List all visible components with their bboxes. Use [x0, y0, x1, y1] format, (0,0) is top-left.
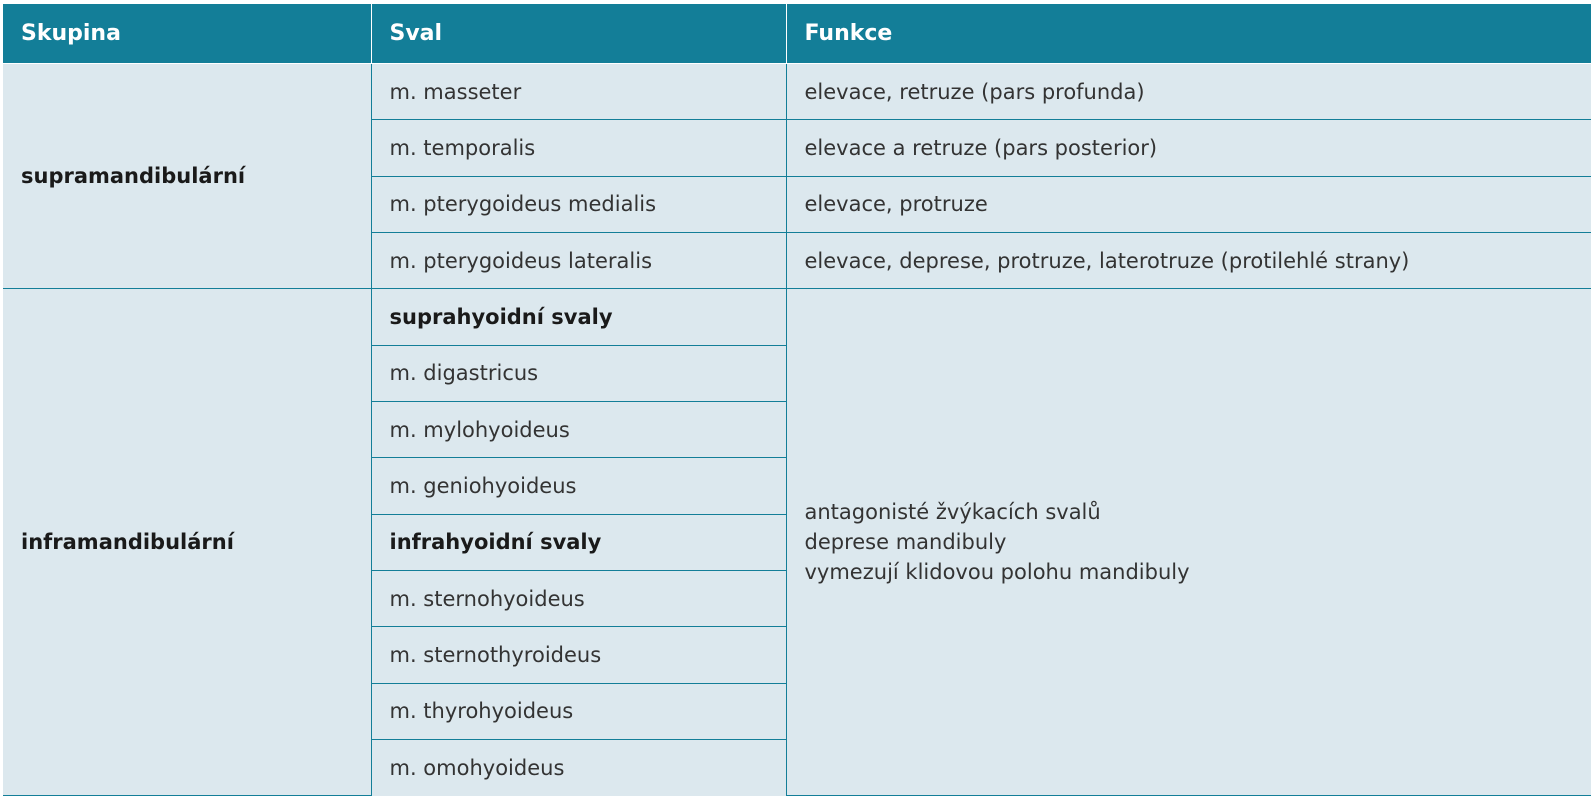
table-body — [3, 64, 1591, 796]
subgroup-heading: infrahyoidní svaly — [371, 514, 786, 570]
header-funkce: Funkce — [786, 4, 1591, 64]
muscle-cell: m. sternohyoideus — [371, 571, 786, 627]
muscle-cell: m. geniohyoideus — [371, 458, 786, 514]
muscle-cell: m. thyrohyoideus — [371, 683, 786, 739]
function-cell-merged — [786, 289, 1591, 796]
function-cell: elevace, deprese, protruze, laterotruze (protilehlé strany) — [786, 233, 1591, 289]
muscle-cell: m. digastricus — [371, 345, 786, 401]
muscle-cell: m. sternothyroideus — [371, 627, 786, 683]
function-line: vymezují klidovou polohu mandibuly — [804, 560, 1190, 585]
table-row — [3, 64, 1591, 120]
muscle-cell: m. pterygoideus medialis — [371, 176, 786, 232]
table — [3, 4, 1591, 796]
function-line: deprese mandibuly — [804, 530, 1007, 555]
function-cell: elevace a retruze (pars posterior) — [786, 120, 1591, 176]
group-supramandibular: supramandibulární — [3, 64, 371, 289]
muscle-cell: m. mylohyoideus — [371, 402, 786, 458]
header-row — [3, 4, 1591, 64]
header-skupina: Skupina — [3, 4, 371, 64]
muscle-cell: m. masseter — [371, 64, 786, 120]
function-cell: elevace, protruze — [786, 176, 1591, 232]
group-inframandibular: inframandibulární — [3, 289, 371, 796]
muscle-cell: m. omohyoideus — [371, 740, 786, 796]
header-sval: Sval — [371, 4, 786, 64]
function-cell: elevace, retruze (pars profunda) — [786, 64, 1591, 120]
table-header — [3, 4, 1591, 64]
subgroup-heading: suprahyoidní svaly — [371, 289, 786, 345]
muscle-cell: m. temporalis — [371, 120, 786, 176]
function-line: antagonisté žvýkacích svalů — [804, 500, 1101, 525]
muscle-cell: m. pterygoideus lateralis — [371, 233, 786, 289]
muscle-table — [3, 4, 1591, 796]
table-row — [3, 289, 1591, 345]
